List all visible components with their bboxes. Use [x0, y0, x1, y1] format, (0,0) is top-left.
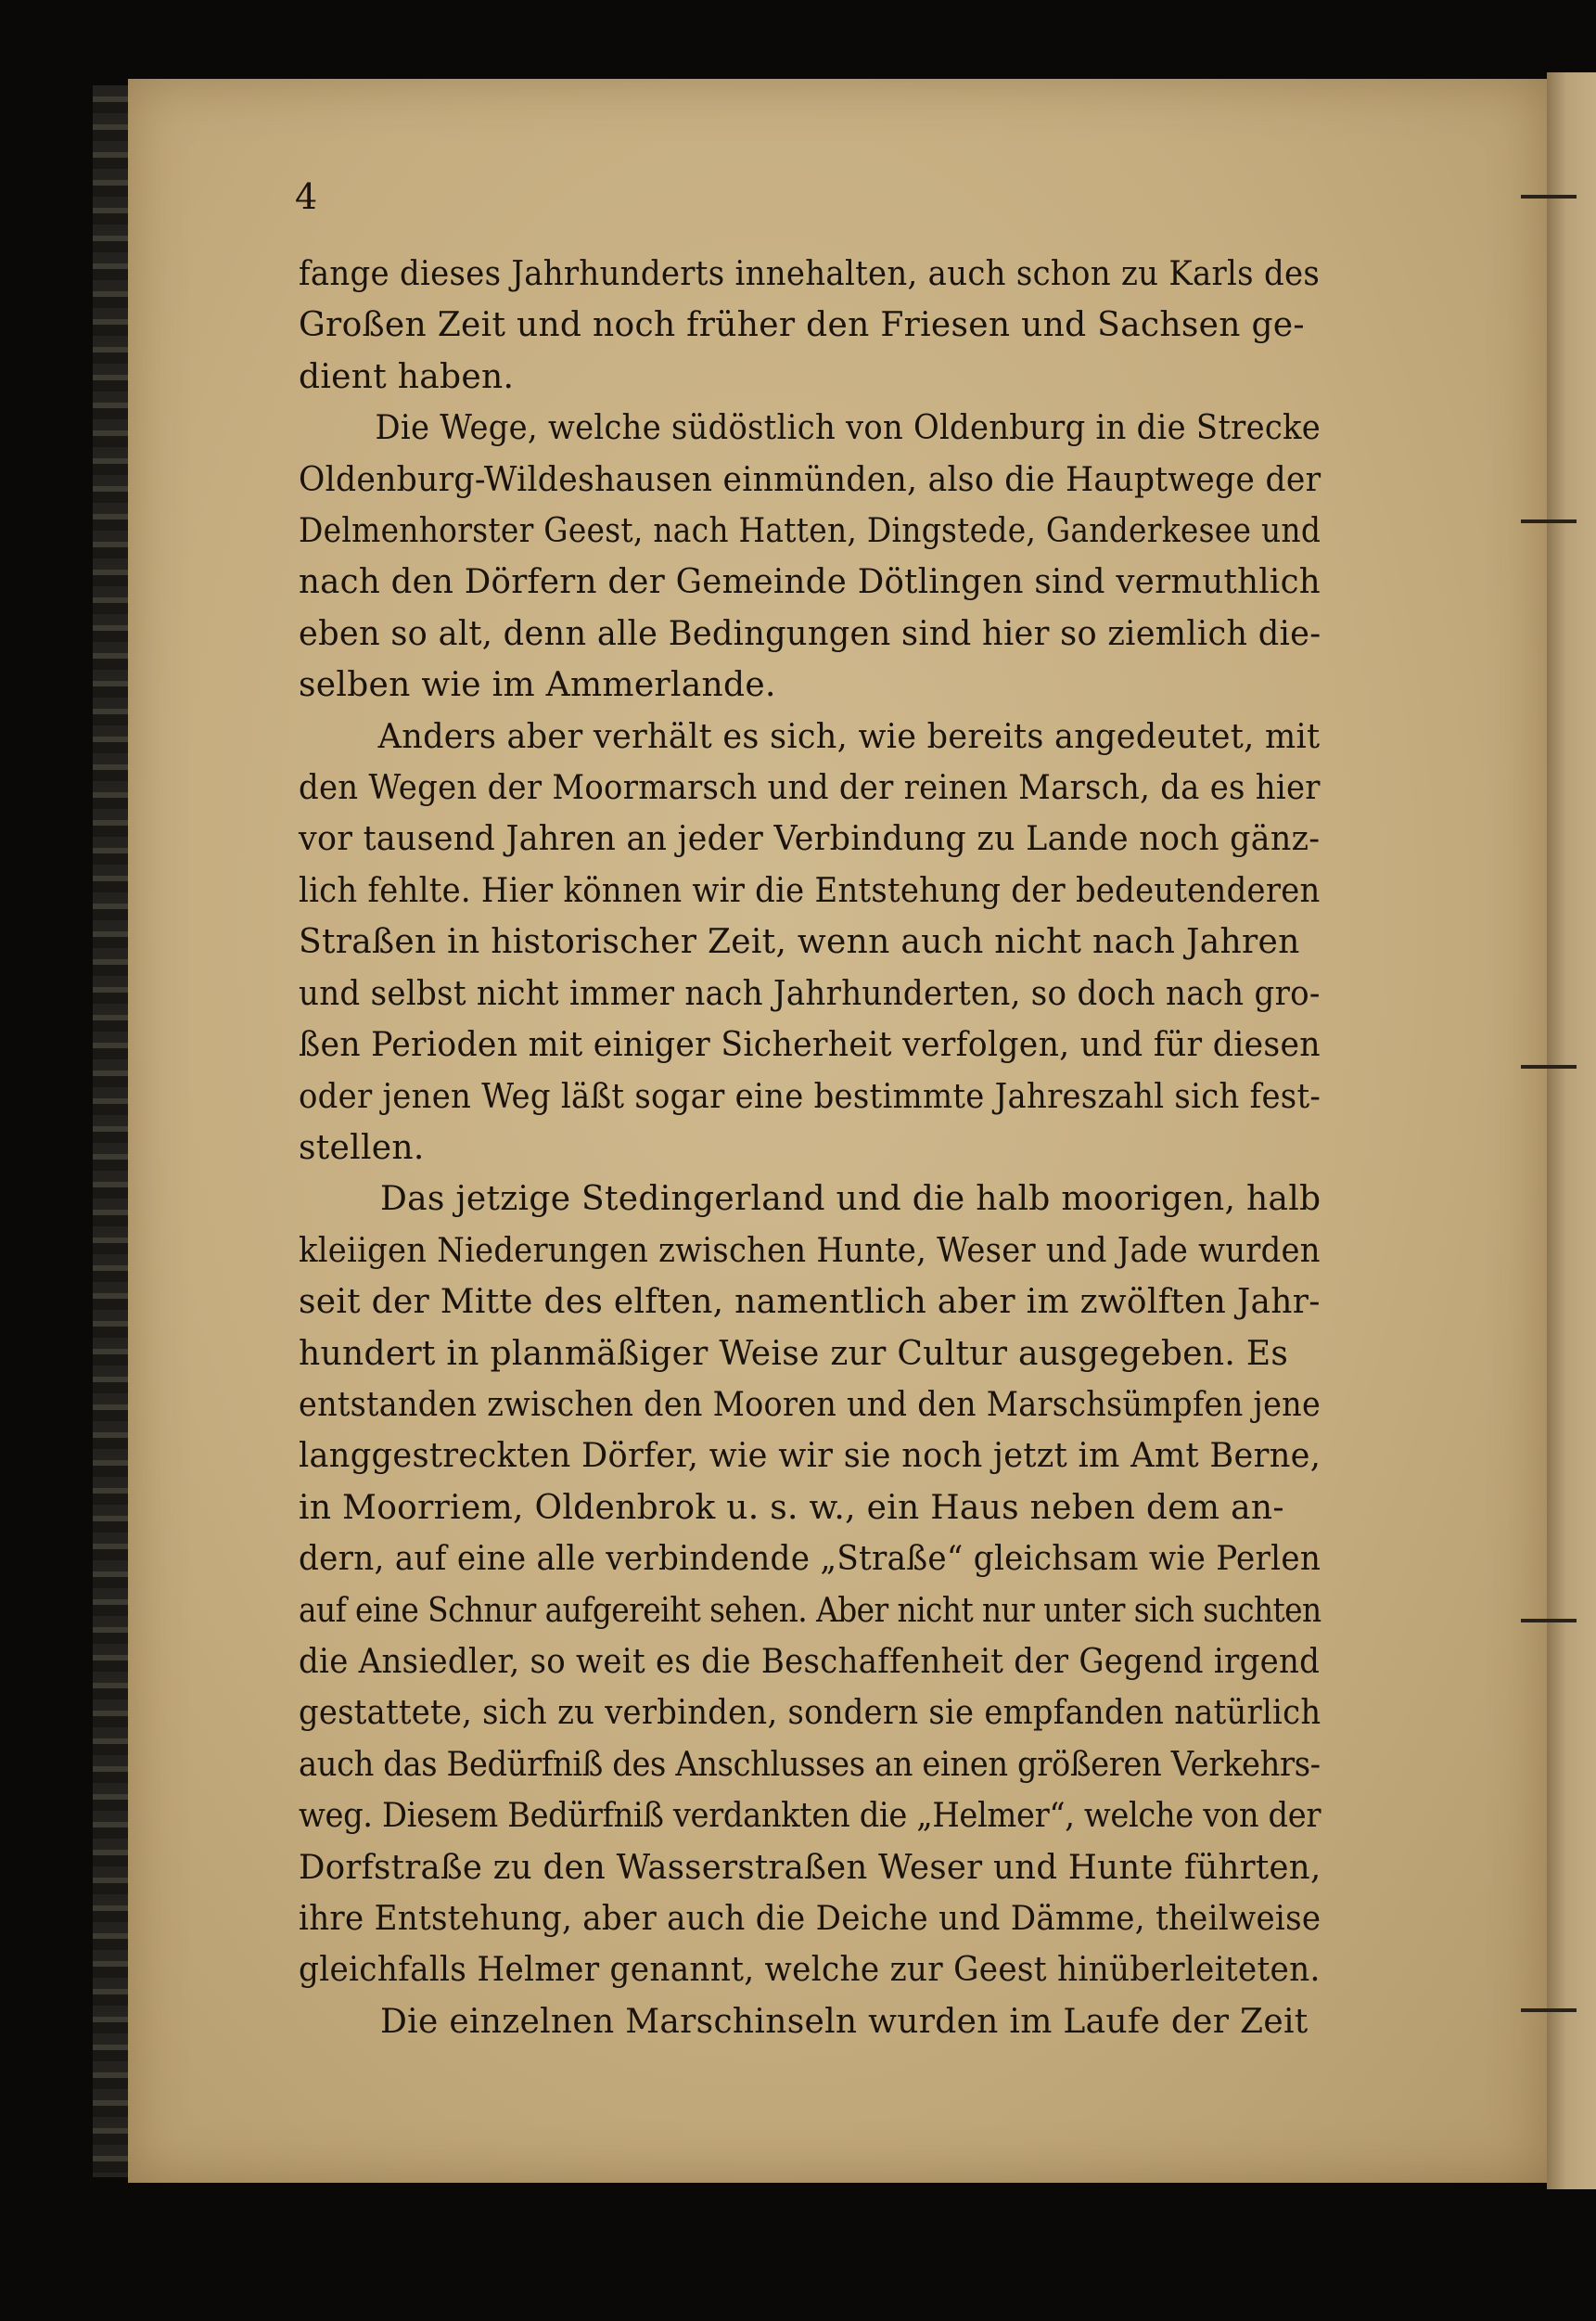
- text-line: kleiigen Niederungen zwischen Hunte, Weser und Jade wurden: [299, 1231, 1321, 1270]
- text-line: auch das Bedürfniß des Anschlusses an einen größeren Verkehrs-: [299, 1745, 1321, 1784]
- text-line: und selbst nicht immer nach Jahrhunderten, so doch nach gro-: [299, 974, 1321, 1013]
- binding-stitch: [1521, 1619, 1577, 1622]
- text-line: Großen Zeit und noch früher den Friesen und Sachsen ge-: [299, 306, 1305, 345]
- text-line: weg. Diesem Bedürfniß verdankten die „Helmer“, welche von der: [299, 1797, 1321, 1836]
- text-line: dient haben.: [299, 357, 515, 396]
- text-line: ihre Entstehung, aber auch die Deiche und Dämme, theilweise: [299, 1900, 1321, 1938]
- text-line: stellen.: [299, 1128, 425, 1167]
- text-line: selben wie im Ammerlande.: [299, 666, 776, 705]
- paragraph: [299, 249, 1321, 403]
- text-line: die Ansiedler, so weit es die Beschaffenheit der Gegend irgend: [299, 1642, 1321, 1681]
- body-text: [299, 249, 1321, 2047]
- text-line: fange dieses Jahrhunderts innehalten, auch schon zu Karls des: [299, 255, 1321, 293]
- text-line: gestattete, sich zu verbinden, sondern sie empfanden natürlich: [299, 1694, 1321, 1733]
- text-line: Die Wege, welche südöstlich von Oldenburg in die Strecke: [375, 409, 1321, 448]
- text-line: Anders aber verhält es sich, wie bereits angedeutet, mit: [377, 717, 1321, 756]
- binding-stitch: [1521, 195, 1577, 199]
- binding-stitch: [1521, 1065, 1577, 1069]
- text-line: Delmenhorster Geest, nach Hatten, Dingstede, Ganderkesee und: [299, 512, 1321, 551]
- facing-page-edge: [1547, 72, 1596, 2189]
- text-line: vor tausend Jahren an jeder Verbindung zu Lande noch gänz-: [299, 820, 1321, 859]
- binding-stitch: [1521, 2008, 1577, 2012]
- text-line: seit der Mitte des elften, namentlich aber im zwölften Jahr-: [299, 1283, 1321, 1322]
- text-line: dern, auf eine alle verbindende „Straße“ gleichsam wie Perlen: [299, 1540, 1321, 1579]
- text-line: gleichfalls Helmer genannt, welche zur Geest hinüberleiteten.: [299, 1951, 1321, 1990]
- text-line: Oldenburg-Wildeshausen einmünden, also die Hauptwege der: [299, 460, 1321, 499]
- text-line: Dorfstraße zu den Wasserstraßen Weser und Hunte führten,: [299, 1848, 1321, 1887]
- text-line: auf eine Schnur aufgereiht sehen. Aber nicht nur unter sich suchten: [299, 1591, 1321, 1630]
- paragraph: [299, 1996, 1321, 2047]
- text-line: Straßen in historischer Zeit, wenn auch nicht nach Jahren: [299, 923, 1300, 962]
- text-line: Die einzelnen Marschinseln wurden im Laufe der Zeit: [380, 2002, 1309, 2041]
- text-line: hundert in planmäßiger Weise zur Cultur ausgegeben. Es: [299, 1334, 1289, 1373]
- paragraph: [299, 403, 1321, 711]
- text-line: langgestreckten Dörfer, wie wir sie noch jetzt im Amt Berne,: [299, 1437, 1321, 1476]
- text-line: den Wegen der Moormarsch und der reinen Marsch, da es hier: [299, 769, 1321, 808]
- text-line: Das jetzige Stedingerland und die halb moorigen, halb: [380, 1180, 1321, 1219]
- text-line: oder jenen Weg läßt sogar eine bestimmte Jahreszahl sich fest-: [299, 1077, 1321, 1116]
- page-number: 4: [295, 176, 318, 217]
- text-line: ßen Perioden mit einiger Sicherheit verfolgen, und für diesen: [299, 1026, 1321, 1065]
- text-line: eben so alt, denn alle Bedingungen sind hier so ziemlich die-: [299, 614, 1321, 653]
- text-line: in Moorriem, Oldenbrok u. s. w., ein Haus neben dem an-: [299, 1488, 1284, 1527]
- text-line: nach den Dörfern der Gemeinde Dötlingen sind vermuthlich: [299, 563, 1321, 602]
- binding-stitch: [1521, 519, 1577, 523]
- text-line: lich fehlte. Hier können wir die Entstehung der bedeutenderen: [299, 871, 1321, 910]
- paragraph: [299, 712, 1321, 1174]
- text-line: entstanden zwischen den Mooren und den Marschsümpfen jene: [299, 1385, 1321, 1424]
- paragraph: [299, 1173, 1321, 1996]
